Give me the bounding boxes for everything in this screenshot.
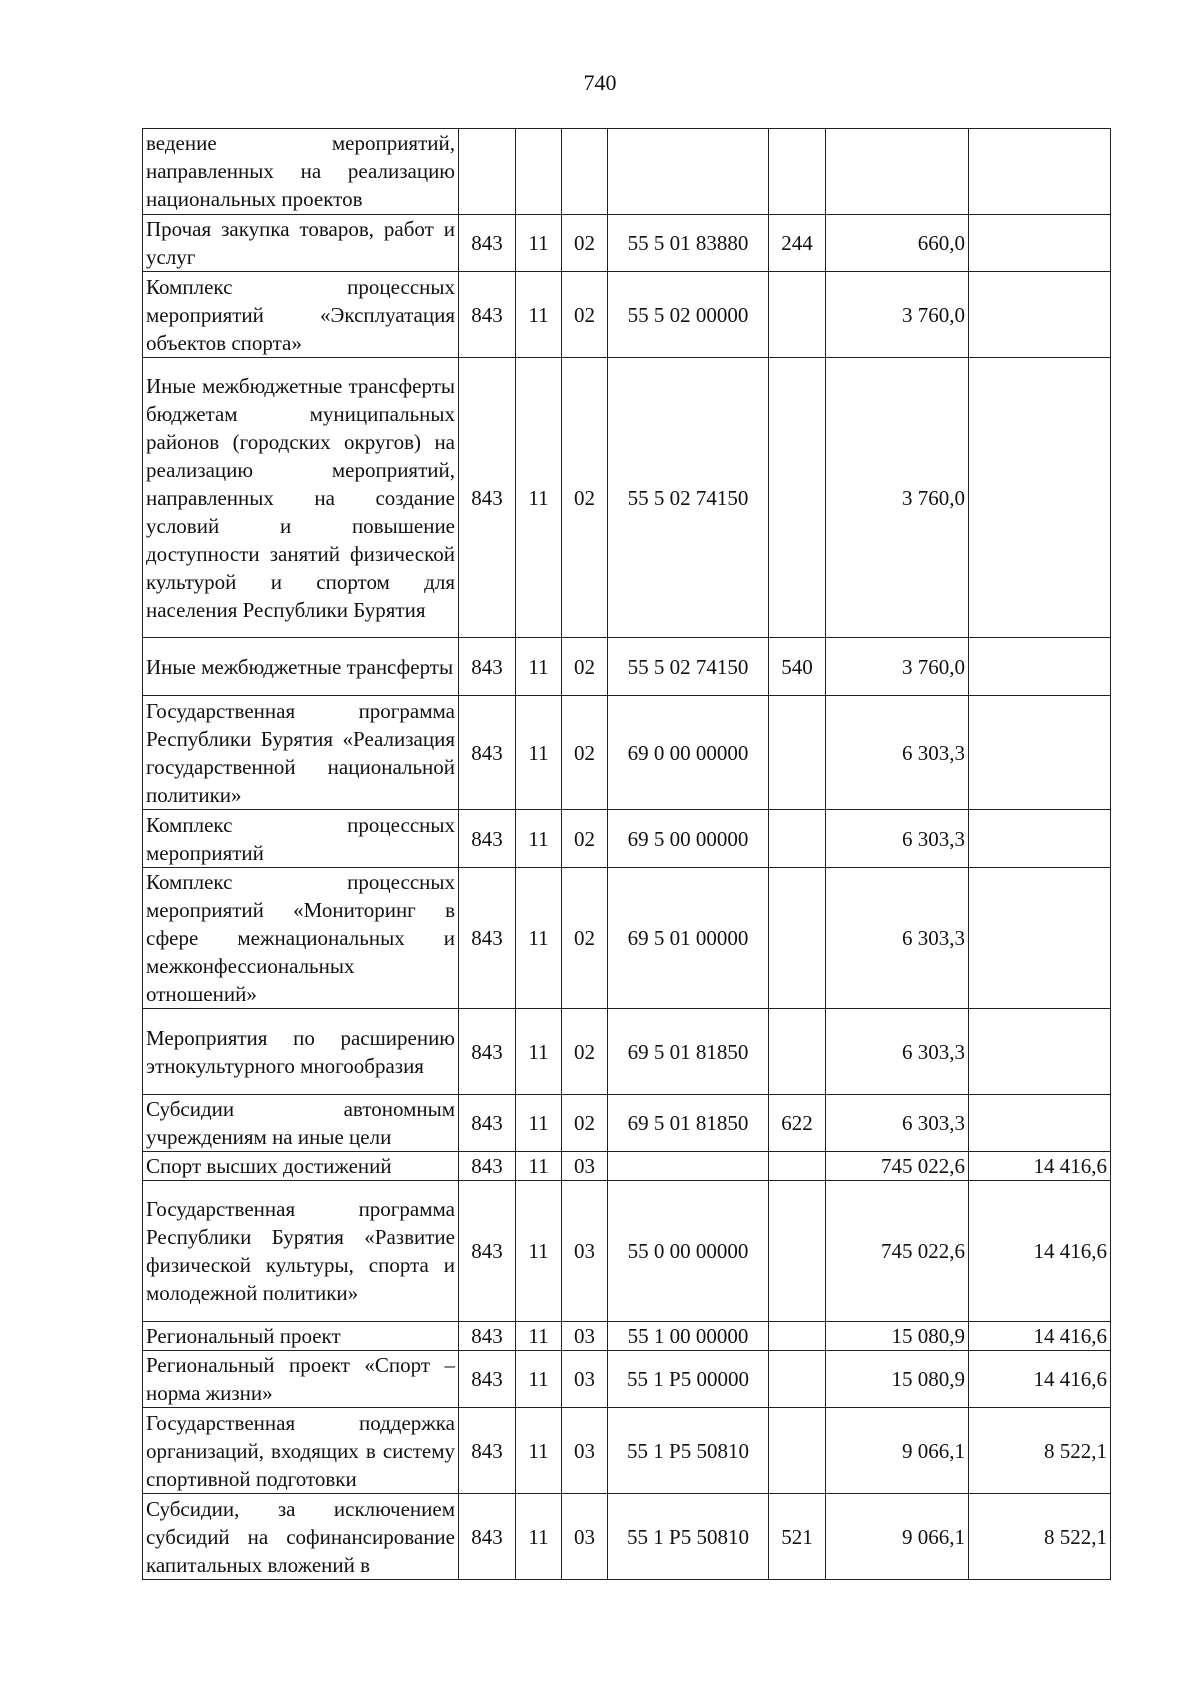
row-section: 11 (516, 1408, 562, 1494)
row-admin: 843 (459, 638, 516, 696)
row-subsection: 02 (562, 1009, 608, 1095)
table-row (143, 1494, 1111, 1580)
row-subsection: 02 (562, 1095, 608, 1152)
table-row (143, 1181, 1111, 1322)
row-section: 11 (516, 1009, 562, 1095)
table-row (143, 1152, 1111, 1181)
row-sum1: 6 303,3 (826, 1009, 969, 1095)
table-row (143, 272, 1111, 358)
row-name: Мероприятия по расширению этнокультурного многообразия (143, 1009, 459, 1095)
row-sum2: 8 522,1 (969, 1408, 1111, 1494)
row-expense (769, 1009, 826, 1095)
row-section: 11 (516, 358, 562, 638)
table-row (143, 1351, 1111, 1408)
row-admin: 843 (459, 1009, 516, 1095)
table-row (143, 1408, 1111, 1494)
table-row (143, 1009, 1111, 1095)
row-admin: 843 (459, 272, 516, 358)
row-sum2 (969, 696, 1111, 810)
row-subsection: 03 (562, 1322, 608, 1351)
row-sum1: 6 303,3 (826, 1095, 969, 1152)
row-section: 11 (516, 272, 562, 358)
row-target: 55 5 02 74150 (608, 358, 769, 638)
row-section: 11 (516, 638, 562, 696)
table-row (143, 1322, 1111, 1351)
row-target: 69 5 01 81850 (608, 1095, 769, 1152)
row-section: 11 (516, 1351, 562, 1408)
row-target: 55 5 02 00000 (608, 272, 769, 358)
row-sum2: 14 416,6 (969, 1181, 1111, 1322)
row-target (608, 129, 769, 215)
row-admin: 843 (459, 1152, 516, 1181)
row-expense (769, 129, 826, 215)
row-admin: 843 (459, 358, 516, 638)
row-admin: 843 (459, 1181, 516, 1322)
row-expense (769, 868, 826, 1009)
row-section (516, 129, 562, 215)
row-section: 11 (516, 810, 562, 868)
row-sum1: 9 066,1 (826, 1408, 969, 1494)
row-sum2 (969, 272, 1111, 358)
row-name: Комплекс процессных мероприятий (143, 810, 459, 868)
row-sum2: 14 416,6 (969, 1152, 1111, 1181)
row-subsection: 02 (562, 358, 608, 638)
row-subsection: 03 (562, 1408, 608, 1494)
row-admin: 843 (459, 1494, 516, 1580)
row-sum2 (969, 868, 1111, 1009)
row-expense (769, 1322, 826, 1351)
row-sum1: 3 760,0 (826, 272, 969, 358)
row-sum1: 9 066,1 (826, 1494, 969, 1580)
row-admin: 843 (459, 1095, 516, 1152)
row-sum2: 8 522,1 (969, 1494, 1111, 1580)
table-row (143, 638, 1111, 696)
row-target: 69 5 00 00000 (608, 810, 769, 868)
row-admin: 843 (459, 868, 516, 1009)
row-expense (769, 1351, 826, 1408)
row-sum1: 6 303,3 (826, 810, 969, 868)
row-target: 69 0 00 00000 (608, 696, 769, 810)
row-target: 69 5 01 00000 (608, 868, 769, 1009)
row-subsection: 02 (562, 272, 608, 358)
row-name: Субсидии, за исключением субсидий на софинансирование капитальных вложений в (143, 1494, 459, 1580)
row-admin: 843 (459, 1322, 516, 1351)
row-name: Субсидии автономным учреждениям на иные цели (143, 1095, 459, 1152)
row-section: 11 (516, 1322, 562, 1351)
row-target: 55 1 00 00000 (608, 1322, 769, 1351)
row-subsection: 02 (562, 696, 608, 810)
row-admin: 843 (459, 1408, 516, 1494)
row-section: 11 (516, 696, 562, 810)
row-target: 55 0 00 00000 (608, 1181, 769, 1322)
row-target: 55 5 01 83880 (608, 215, 769, 272)
row-subsection: 03 (562, 1181, 608, 1322)
row-subsection: 02 (562, 868, 608, 1009)
row-subsection: 03 (562, 1494, 608, 1580)
table-row (143, 215, 1111, 272)
row-subsection (562, 129, 608, 215)
table-row (143, 868, 1111, 1009)
row-sum1: 15 080,9 (826, 1322, 969, 1351)
row-expense (769, 696, 826, 810)
row-name: Комплекс процессных мероприятий «Эксплуатация объектов спорта» (143, 272, 459, 358)
row-sum2 (969, 1009, 1111, 1095)
row-sum1: 745 022,6 (826, 1152, 969, 1181)
row-subsection: 03 (562, 1351, 608, 1408)
row-admin: 843 (459, 810, 516, 868)
row-sum2: 14 416,6 (969, 1322, 1111, 1351)
row-section: 11 (516, 1494, 562, 1580)
row-target: 55 1 P5 50810 (608, 1494, 769, 1580)
row-expense (769, 1152, 826, 1181)
row-target: 55 1 P5 50810 (608, 1408, 769, 1494)
row-sum1: 15 080,9 (826, 1351, 969, 1408)
row-sum1 (826, 129, 969, 215)
row-section: 11 (516, 215, 562, 272)
row-name: Иные межбюджетные трансферты бюджетам муниципальных районов (городских округов) на реализацию мероприятий, направленных на создание условий и повышение доступности занятий физической культурой и спортом для населения Республики Бурятия (143, 358, 459, 638)
table-row (143, 1095, 1111, 1152)
row-subsection: 03 (562, 1152, 608, 1181)
row-target: 55 1 P5 00000 (608, 1351, 769, 1408)
row-subsection: 02 (562, 638, 608, 696)
row-sum2 (969, 129, 1111, 215)
row-target (608, 1152, 769, 1181)
row-sum1: 745 022,6 (826, 1181, 969, 1322)
row-name: Прочая закупка товаров, работ и услуг (143, 215, 459, 272)
budget-table (142, 128, 1111, 1580)
row-admin: 843 (459, 1351, 516, 1408)
row-expense: 244 (769, 215, 826, 272)
row-expense (769, 358, 826, 638)
row-name: Государственная программа Республики Бурятия «Реализация государственной национальной политики» (143, 696, 459, 810)
row-name: Спорт высших достижений (143, 1152, 459, 1181)
row-section: 11 (516, 1181, 562, 1322)
row-sum1: 3 760,0 (826, 638, 969, 696)
row-admin: 843 (459, 215, 516, 272)
row-expense: 521 (769, 1494, 826, 1580)
row-name: Комплекс процессных мероприятий «Мониторинг в сфере межнациональных и межконфессиональных отношений» (143, 868, 459, 1009)
budget-table-body (143, 129, 1111, 1580)
row-sum2: 14 416,6 (969, 1351, 1111, 1408)
table-row (143, 810, 1111, 868)
page-number: 740 (583, 70, 617, 95)
row-name: Региональный проект (143, 1322, 459, 1351)
row-sum2 (969, 1095, 1111, 1152)
table-row (143, 129, 1111, 215)
row-target: 55 5 02 74150 (608, 638, 769, 696)
table-row (143, 358, 1111, 638)
row-section: 11 (516, 1095, 562, 1152)
row-name: Государственная поддержка организаций, входящих в систему спортивной подготовки (143, 1408, 459, 1494)
row-expense (769, 272, 826, 358)
row-name: Иные межбюджетные трансферты (143, 638, 459, 696)
row-expense (769, 1181, 826, 1322)
row-section: 11 (516, 1152, 562, 1181)
row-name: ведение мероприятий, направленных на реализацию национальных проектов (143, 129, 459, 215)
row-sum1: 3 760,0 (826, 358, 969, 638)
row-expense: 622 (769, 1095, 826, 1152)
row-sum1: 6 303,3 (826, 696, 969, 810)
row-expense: 540 (769, 638, 826, 696)
row-sum2 (969, 358, 1111, 638)
row-section: 11 (516, 868, 562, 1009)
row-name: Государственная программа Республики Бурятия «Развитие физической культуры, спорта и молодежной политики» (143, 1181, 459, 1322)
row-admin (459, 129, 516, 215)
row-expense (769, 810, 826, 868)
row-sum1: 6 303,3 (826, 868, 969, 1009)
row-subsection: 02 (562, 810, 608, 868)
row-sum2 (969, 638, 1111, 696)
row-target: 69 5 01 81850 (608, 1009, 769, 1095)
row-sum2 (969, 810, 1111, 868)
row-name: Региональный проект «Спорт – норма жизни» (143, 1351, 459, 1408)
table-row (143, 696, 1111, 810)
row-sum2 (969, 215, 1111, 272)
row-expense (769, 1408, 826, 1494)
row-admin: 843 (459, 696, 516, 810)
row-sum1: 660,0 (826, 215, 969, 272)
row-subsection: 02 (562, 215, 608, 272)
